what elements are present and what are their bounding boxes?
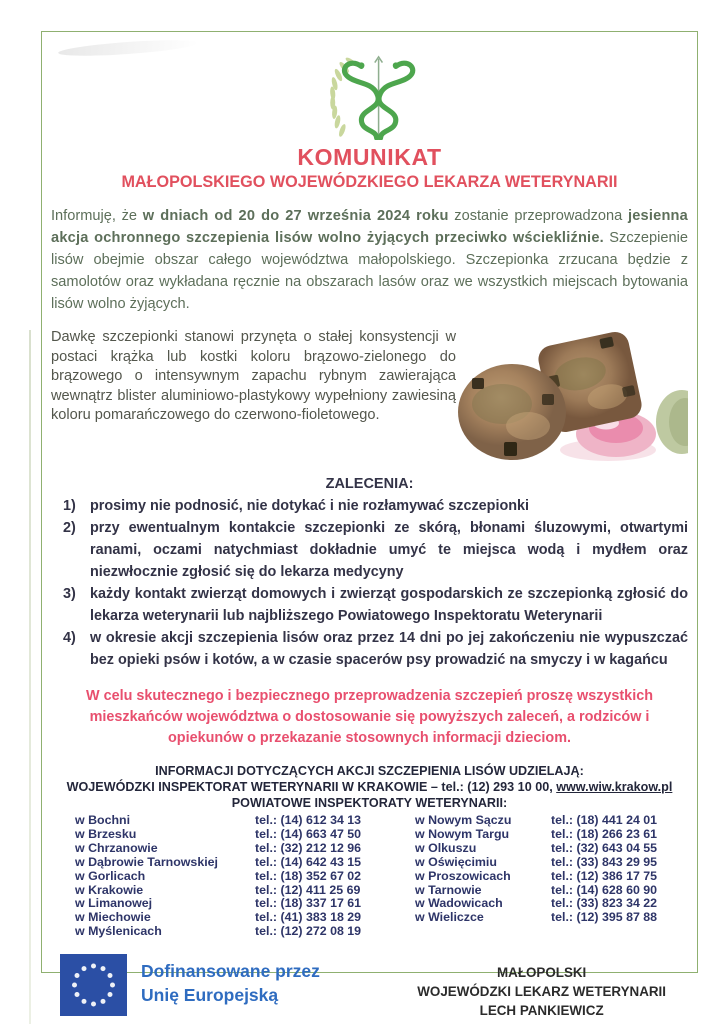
inspectorate-city: w Olkuszu [415,840,477,855]
inspectorate-city: w Nowym Targu [415,826,510,841]
item-number: 3) [63,586,76,602]
inspectorate-phone: tel.: (14) 663 47 50 [255,826,362,841]
item-text: w okresie akcji szczepienia lisów oraz przez 14 dni po jej zakończeniu nie wypuszczać bez opieki psów i kotów, a w czasie spacerów psy prowadzić na smyczy i w kagańcu [90,630,688,668]
list-item [51,495,688,517]
item-number: 1) [63,498,76,514]
inspectorate-phone: tel.: (12) 395 87 88 [551,910,658,925]
inspectorate-phone: tel.: (33) 843 29 95 [551,854,658,869]
inspectorate-phone: tel.: (32) 643 04 55 [551,840,658,855]
intro-seg5: Szczepienie lisów obejmie obszar całego województwa małopolskiego. Szczepionka zrzucana będzie z samolotów oraz wykładana ręcznie na obszarach lasów oraz we wszystkich miejscach bytowania lisów wolno żyjących. [51,230,688,312]
scan-artifact-edge-line [29,330,31,1024]
inspectorate-phone: tel.: (14) 628 60 90 [551,882,658,897]
intro-campaign-bold: jesienna akcja ochronnego szczepienia lisów wolno żyjących przeciwko wściekliźnie. [51,208,688,246]
item-text: każdy kontakt zwierząt domowych i zwierząt gospodarskich ze szczepionką zgłosić do lekarza weterynarii lub najbliższego Powiatowego Inspektoratu Weterynarii [90,586,688,624]
inspectorate-city: w Wieliczce [415,910,484,925]
intro-dates-bold: w dniach od 20 do 27 września 2024 roku [142,208,449,224]
list-item [51,627,688,671]
inspectorate-phone: tel.: (14) 642 43 15 [255,854,362,869]
contact-heading-3: POWIATOWE INSPEKTORATY WETERYNARII: [231,796,508,810]
inspectorate-city: w Bochni [75,813,131,827]
inspectorate-city: w Myślenicach [75,924,162,939]
contact-info-header [51,763,688,811]
page-title: KOMUNIKAT [297,144,442,170]
bait-photo-illustration [456,324,688,470]
eu-funding-line2: Unię Europejską [141,985,279,1006]
eu-funding-text [141,959,320,1016]
inspectorate-phone: tel.: (33) 823 34 22 [551,896,658,911]
page-border-frame [41,31,698,1019]
inspectorate-phone: tel.: (18) 352 67 02 [255,868,362,883]
eu-flag-icon [60,954,127,1016]
inspectorate-phone: tel.: (12) 272 08 19 [255,924,362,939]
signature-line1: MAŁOPOLSKI [497,965,587,981]
signature-block [417,963,666,1020]
intro-paragraph [51,205,688,315]
inspectorate-phone: tel.: (18) 337 17 61 [255,896,362,911]
recommendations-list [51,495,688,671]
list-item [51,583,688,627]
list-item [51,517,688,583]
inspectorate-city: w Proszowicach [415,868,511,883]
eu-funding-block [60,954,320,1016]
veterinary-caduceus-logo [51,54,688,140]
caduceus-icon [305,54,435,140]
inspectorate-phone: tel.: (41) 383 18 29 [255,910,362,925]
inspectorate-phone: tel.: (18) 266 23 61 [551,826,658,841]
item-number: 2) [63,520,76,536]
vaccine-bait-photo [456,324,688,470]
inspectorate-city: w Krakowie [75,882,144,897]
inspectorate-phone: tel.: (32) 212 12 96 [255,840,362,855]
inspectorate-city: w Nowym Sączu [415,813,512,827]
inspectorate-city: w Miechowie [75,910,151,925]
signature-line3: LECH PANKIEWICZ [479,1003,604,1019]
inspectorate-city: w Limanowej [75,896,153,911]
contact-heading-1: INFORMACJI DOTYCZĄCYCH AKCJI SZCZEPIENIA LISÓW UDZIELAJĄ: [155,764,584,778]
wiw-krakow-link[interactable]: www.wiw.krakow.pl [556,780,673,794]
inspectorate-phone: tel.: (12) 386 17 75 [551,868,658,883]
intro-seg3: zostanie przeprowadzona [448,208,628,224]
item-text: przy ewentualnym kontakcie szczepionki ze skórą, błonami śluzowymi, otwartymi ranami, oczami natychmiast dokładnie umyć te miejsca wodą i mydłem oraz niezwłocznie zgłosić się do lekarza medycyny [90,520,688,580]
inspectorate-city: w Tarnowie [415,882,482,897]
inspectorates-phone-table [51,814,688,939]
inspectorate-city: w Oświęcimiu [415,854,497,869]
voivodeship-inspectorate-line: WOJEWÓDZKI INSPEKTORAT WETERYNARII W KRAKOWIE – tel.: (12) 293 10 00, [66,780,557,794]
inspectorate-city: w Dąbrowie Tarnowskiej [75,854,218,869]
inspectorate-phone: tel.: (18) 441 24 01 [551,813,658,827]
eu-funding-line1: Dofinansowane przez [141,961,320,982]
intro-seg1: Informuję, że [51,208,143,224]
inspectorate-phone [551,925,688,939]
inspectorate-city: w Gorlicach [75,868,146,883]
inspectorate-phone: tel.: (14) 612 34 13 [255,813,362,827]
bait-description: Dawkę szczepionki stanowi przynęta o stałej konsystencji w postaci krążka lub kostki koloru brązowo-zielonego do brązowego o intensywnym zapachu rybnym zawierająca wewnątrz blister aluminiowo-plastykowy wypełniony zawiesiną koloru pomarańczowego do czerwono-fioletowego. [51,329,456,423]
recommendations-heading: ZALECENIA: [325,476,414,492]
contact-heading-2 [51,779,688,795]
signature-line2: WOJEWÓDZKI LEKARZ WETERYNARII [417,984,666,1000]
bait-section [51,328,688,470]
page-footer [51,954,688,1020]
public-appeal-paragraph: W celu skutecznego i bezpiecznego przeprowadzenia szczepień proszę wszystkich mieszkańców województwa o dostosowanie się powyższych zaleceń, a rodziców i opiekunów o przekazanie stosownych informacji dzieciom. [86,688,653,746]
inspectorate-city: w Wadowicach [415,896,503,911]
item-text: prosimy nie podnosić, nie dotykać i nie rozłamywać szczepionki [90,498,530,514]
item-number: 4) [63,630,76,646]
inspectorate-city: w Brzesku [75,826,137,841]
page-subtitle: MAŁOPOLSKIEGO WOJEWÓDZKIEGO LEKARZA WETERYNARII [121,173,618,191]
inspectorate-phone: tel.: (12) 411 25 69 [255,882,361,897]
inspectorate-city: w Chrzanowie [75,840,158,855]
inspectorate-city [415,925,551,939]
